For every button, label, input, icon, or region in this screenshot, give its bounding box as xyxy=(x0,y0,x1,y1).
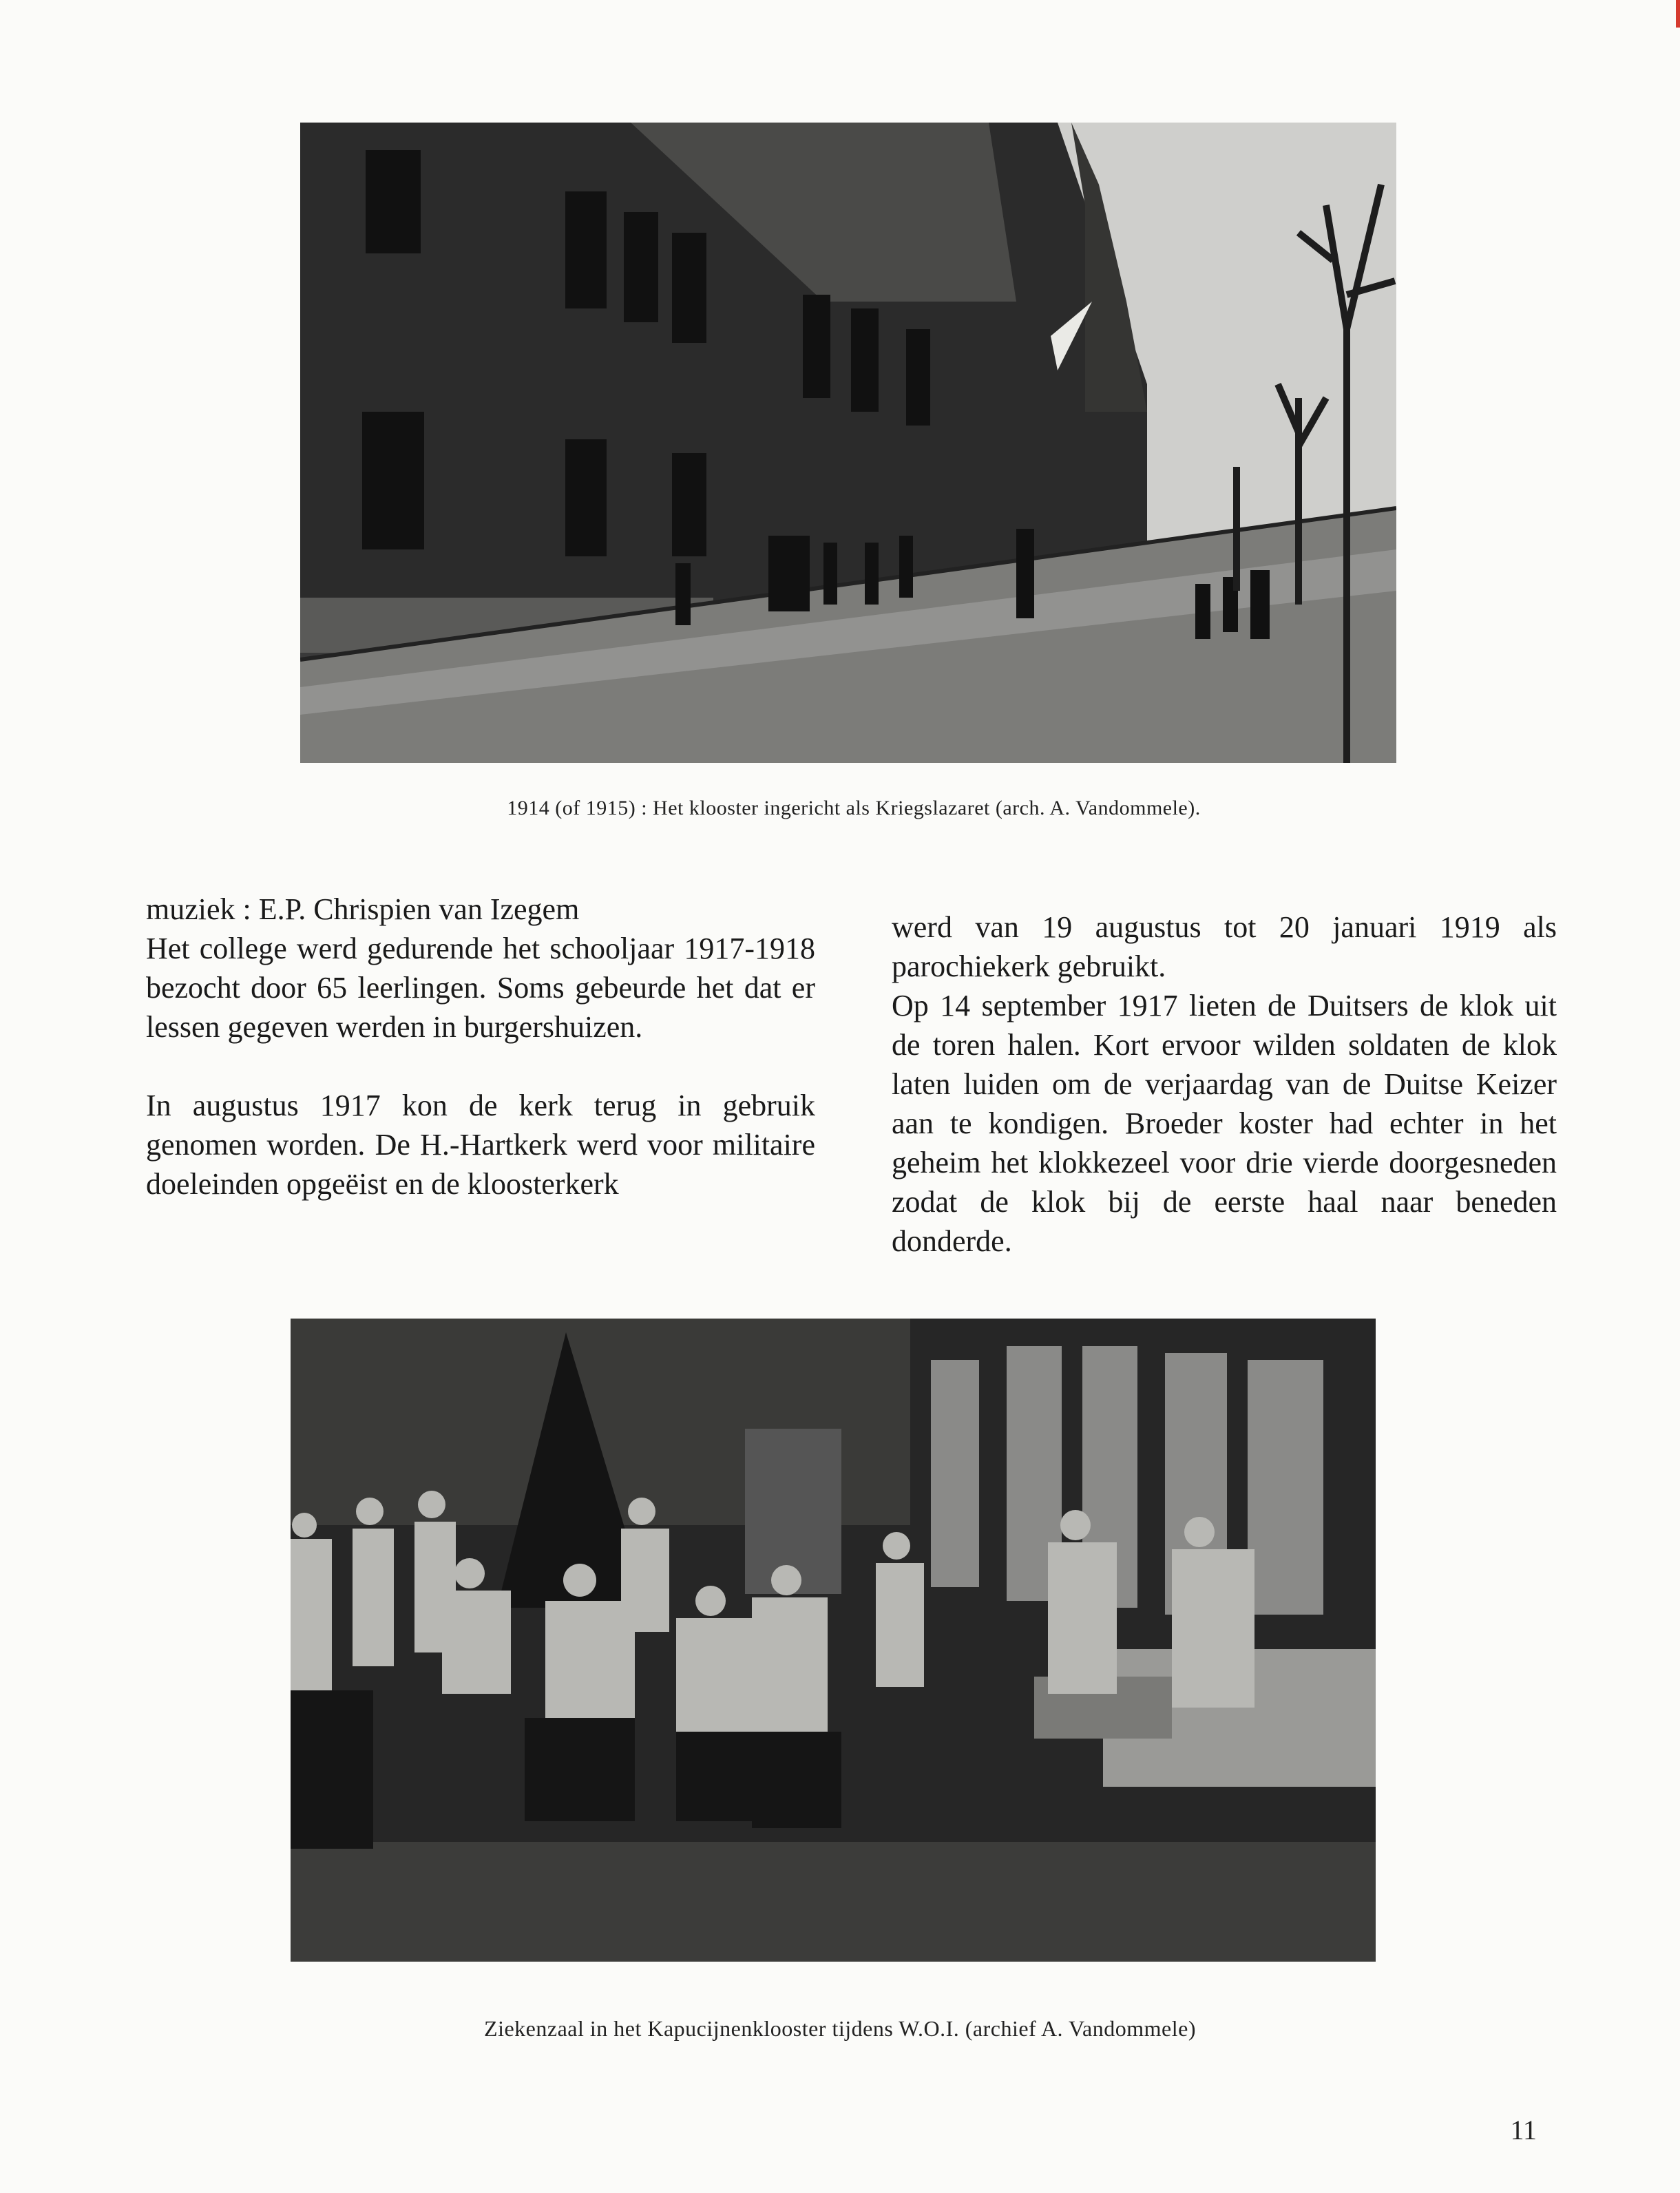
figure-caption-top: 1914 (of 1915) : Het klooster ingericht als Kriegslazaret (arch. A. Vandommele). xyxy=(507,797,1201,819)
paragraph: werd van 19 augustus tot 20 januari 1919 als parochiekerk gebruikt. xyxy=(892,910,1557,983)
building-street-image xyxy=(300,123,1396,763)
paragraph: Op 14 september 1917 lieten de Duitsers de klok uit de toren halen. Kort ervoor wilden soldaten de klok laten luiden om de verjaardag van de Duitse Keizer aan te kondigen. Broeder koster had echter in het geheim het klokkezeel voor drie vierde doorgesneden zodat de klok bij de eerste haal naar beneden donderde. xyxy=(892,989,1557,1258)
page-edge-mark xyxy=(1676,0,1680,28)
paragraph: muziek : E.P. Chrispien van Izegem xyxy=(146,892,580,926)
figure-caption-bottom: Ziekenzaal in het Kapucijnenklooster tijdens W.O.I. (archief A. Vandommele) xyxy=(484,2016,1196,2041)
photo-kriegslazarett xyxy=(300,123,1396,763)
page-number: 11 xyxy=(1510,2115,1537,2145)
hospital-ward-image xyxy=(291,1319,1376,1962)
paragraph: Het college werd gedurende het schooljaar 1917-1918 bezocht door 65 leerlingen. Soms gebeurde het dat er lessen gegeven werden in burgershuizen. xyxy=(146,932,815,1044)
text-column-right xyxy=(892,907,1557,1261)
paragraph: In augustus 1917 kon de kerk terug in gebruik genomen worden. De H.-Hartkerk werd voor militaire doeleinden opgeëist en de kloosterkerk xyxy=(146,1089,815,1201)
text-column-left xyxy=(146,890,815,1204)
photo-ziekenzaal xyxy=(291,1319,1376,1962)
